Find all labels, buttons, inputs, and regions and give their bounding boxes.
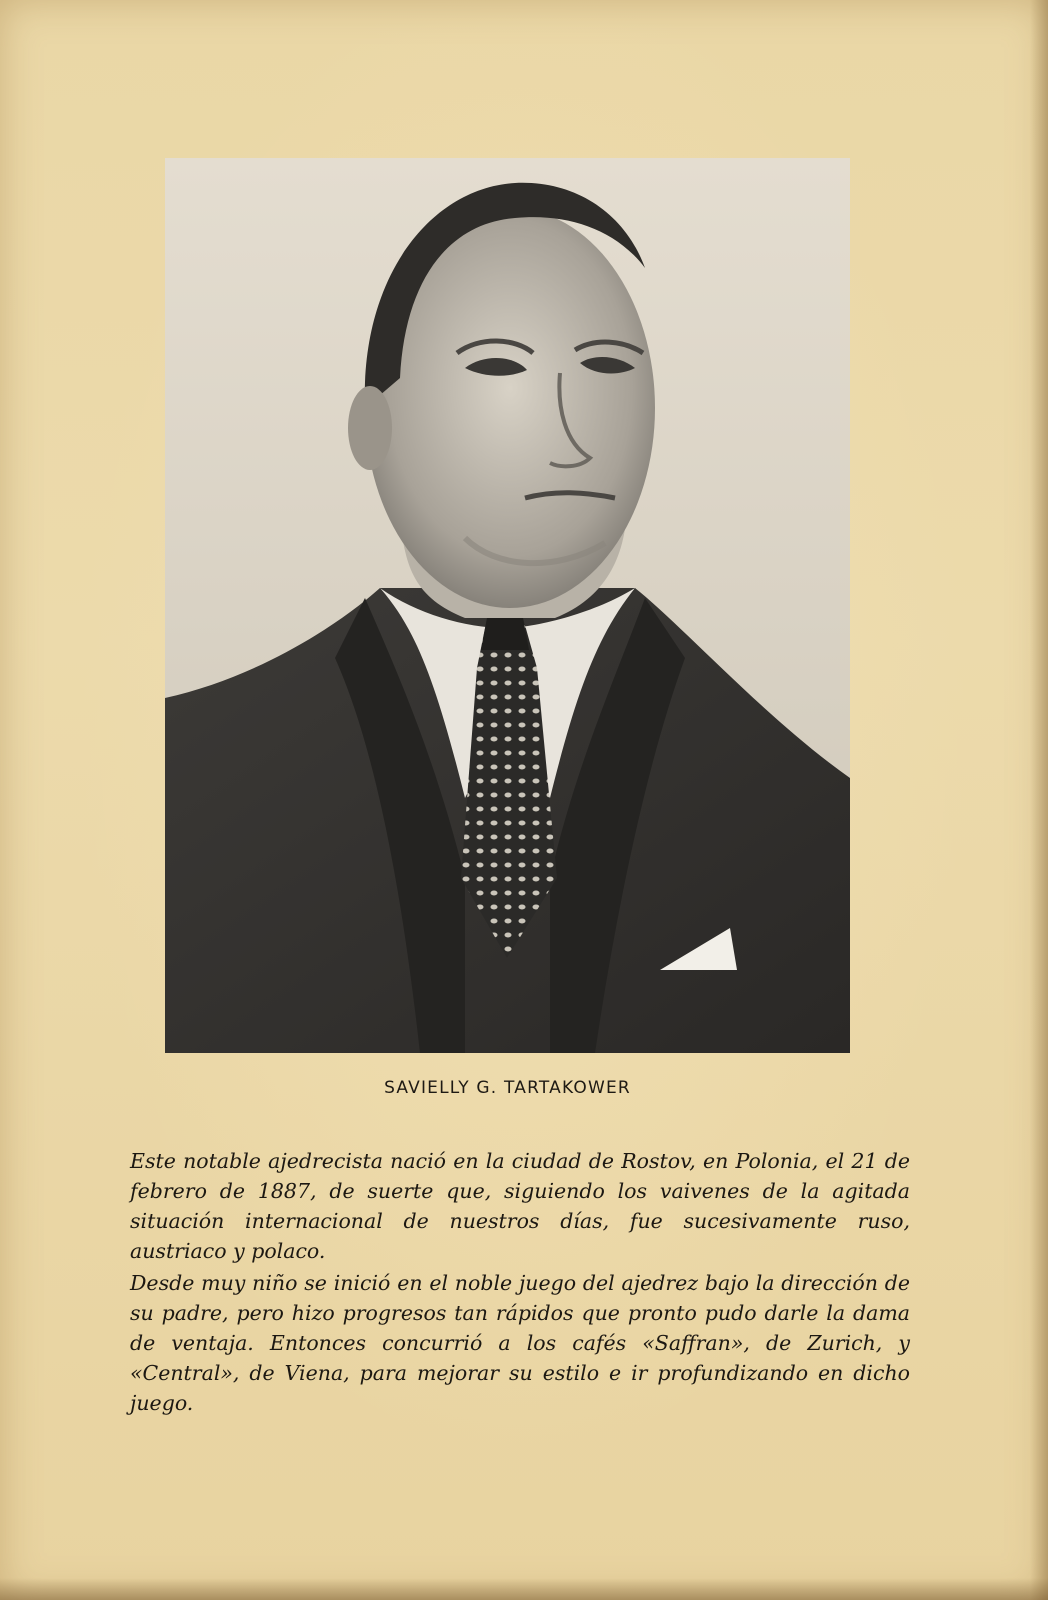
portrait-photo: [165, 158, 850, 1053]
photo-caption: SAVIELLY G. TARTAKOWER: [384, 1078, 631, 1098]
page-bottom-shadow: [0, 1578, 1048, 1600]
paragraph: Desde muy niño se inició en el noble juego del ajedrez bajo la dirección de su padre, pero hizo progresos tan rápidos que pronto pudo darle la dama de ventaja. Entonces concurrió a los cafés «Saffran», de Zurich, y «Central», de Viena, para mejorar su estilo e ir profundizando en dicho juego.: [130, 1271, 910, 1415]
page-edge-shadow: [1030, 0, 1048, 1600]
body-text: [130, 1146, 910, 1418]
paragraph: Este notable ajedrecista nació en la ciudad de Rostov, en Polonia, el 21 de febrero de 1887, de suerte que, siguiendo los vaivenes de la agitada situación internacional de nuestros días, fue sucesivamente ruso, austriaco y polaco.: [130, 1149, 910, 1263]
